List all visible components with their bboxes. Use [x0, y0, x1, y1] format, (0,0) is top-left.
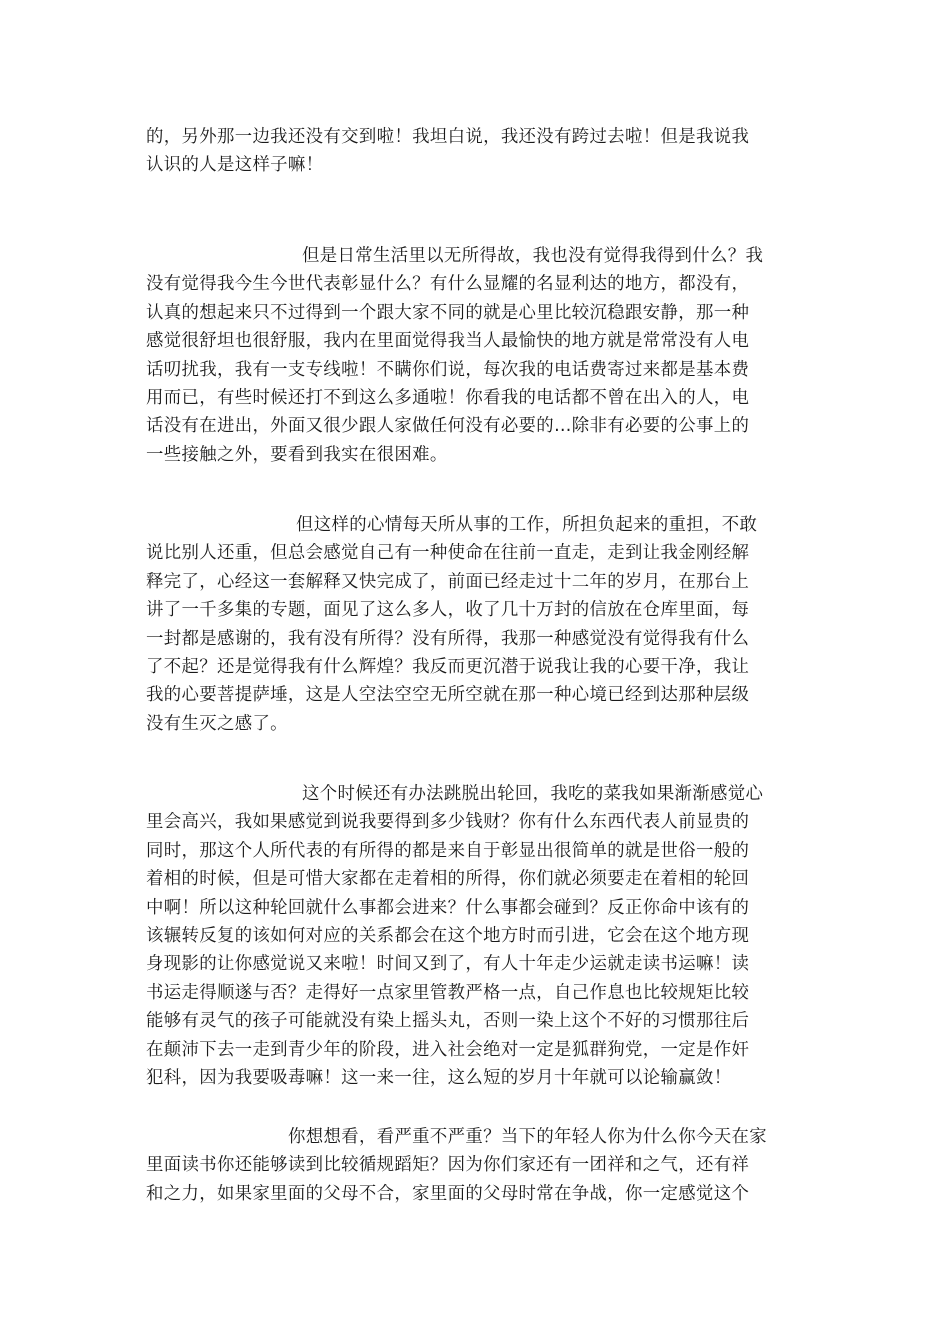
text-line: 着相的时候，但是可惜大家都在走着相的所得，你们就必须要走在着相的轮回: [146, 869, 750, 890]
text-line: 话叨扰我，我有一支专线啦！不瞒你们说，每次我的电话费寄过来都是基本费: [146, 359, 750, 380]
paragraph-4: [146, 780, 810, 1092]
text-line: 话没有在进出，外面又很少跟人家做任何没有必要的…除非有必要的公事上的: [146, 416, 750, 437]
paragraph-1: [146, 123, 810, 180]
text-line: 在颠沛下去一走到青少年的阶段，进入社会绝对一定是狐群狗党，一定是作奸: [146, 1039, 750, 1060]
paragraph-2: [146, 242, 810, 469]
text-line: 一封都是感谢的，我有没有所得？没有所得，我那一种感觉没有觉得我有什么: [146, 628, 750, 649]
text-line: 认识的人是这样子嘛！: [146, 155, 324, 176]
text-line: 犯科，因为我要吸毒嘛！这一来一往，这么短的岁月十年就可以论输赢敛！: [146, 1067, 732, 1088]
text-line: 但是日常生活里以无所得故，我也没有觉得我得到什么？我: [302, 246, 764, 266]
text-line: 用而已，有些时候还打不到这么多通啦！你看我的电话都不曾在出入的人，电: [146, 387, 750, 408]
text-line: 和之力，如果家里面的父母不合，家里面的父母时常在争战，你一定感觉这个: [146, 1183, 750, 1204]
text-line: 讲了一千多集的专题，面见了这么多人，收了几十万封的信放在仓库里面，每: [146, 600, 750, 621]
text-line: 释完了，心经这一套解释又快完成了，前面已经走过十二年的岁月，在那台上: [146, 571, 750, 592]
paragraph-3: [146, 511, 810, 738]
text-line: 我的心要菩提萨埵，这是人空法空空无所空就在那一种心境已经到达那种层级: [146, 685, 750, 706]
text-line: 书运走得顺遂与否？走得好一点家里管教严格一点，自己作息也比较规矩比较: [146, 982, 750, 1003]
text-line: 但这样的心情每天所从事的工作，所担负起来的重担，不敢: [296, 515, 758, 535]
text-line: 没有生灭之感了。: [146, 713, 288, 734]
text-line: 感觉很舒坦也很舒服，我内在里面觉得我当人最愉快的地方就是常常没有人电: [146, 331, 750, 352]
text-line: 了不起？还是觉得我有什么辉煌？我反而更沉潜于说我让我的心要干净，我让: [146, 656, 750, 677]
text-line: 同时，那这个人所代表的有所得的都是来自于彰显出很简单的就是世俗一般的: [146, 840, 750, 861]
text-line: 说比别人还重，但总会感觉自己有一种使命在往前一直走，走到让我金刚经解: [146, 543, 750, 564]
paragraph-5: [146, 1123, 810, 1208]
text-line: 该辗转反复的该如何对应的关系都会在这个地方时而引进，它会在这个地方现: [146, 925, 750, 946]
text-line: 你想想看，看严重不严重？当下的年轻人你为什么你今天在家: [288, 1127, 767, 1147]
text-line: 一些接触之外，要看到我实在很困难。: [146, 444, 448, 465]
text-line: 的，另外那一边我还没有交到啦！我坦白说，我还没有跨过去啦！但是我说我: [146, 127, 750, 147]
text-line: 身现影的让你感觉说又来啦！时间又到了，有人十年走少运就走读书运嘛！读: [146, 954, 750, 975]
text-line: 能够有灵气的孩子可能就没有染上摇头丸，否则一染上这个不好的习惯那往后: [146, 1011, 750, 1032]
text-line: 认真的想起来只不过得到一个跟大家不同的就是心里比较沉稳跟安静，那一种: [146, 302, 750, 323]
text-line: 中啊！所以这种轮回就什么事都会进来？什么事都会碰到？反正你命中该有的: [146, 897, 750, 918]
text-line: 没有觉得我今生今世代表彰显什么？有什么显耀的名显利达的地方，都没有，: [146, 274, 750, 295]
text-line: 里面读书你还能够读到比较循规蹈矩？因为你们家还有一团祥和之气，还有祥: [146, 1155, 750, 1176]
text-line: 这个时候还有办法跳脱出轮回，我吃的菜我如果渐渐感觉心: [302, 784, 764, 804]
text-line: 里会高兴，我如果感觉到说我要得到多少钱财？你有什么东西代表人前显贵的: [146, 812, 750, 833]
